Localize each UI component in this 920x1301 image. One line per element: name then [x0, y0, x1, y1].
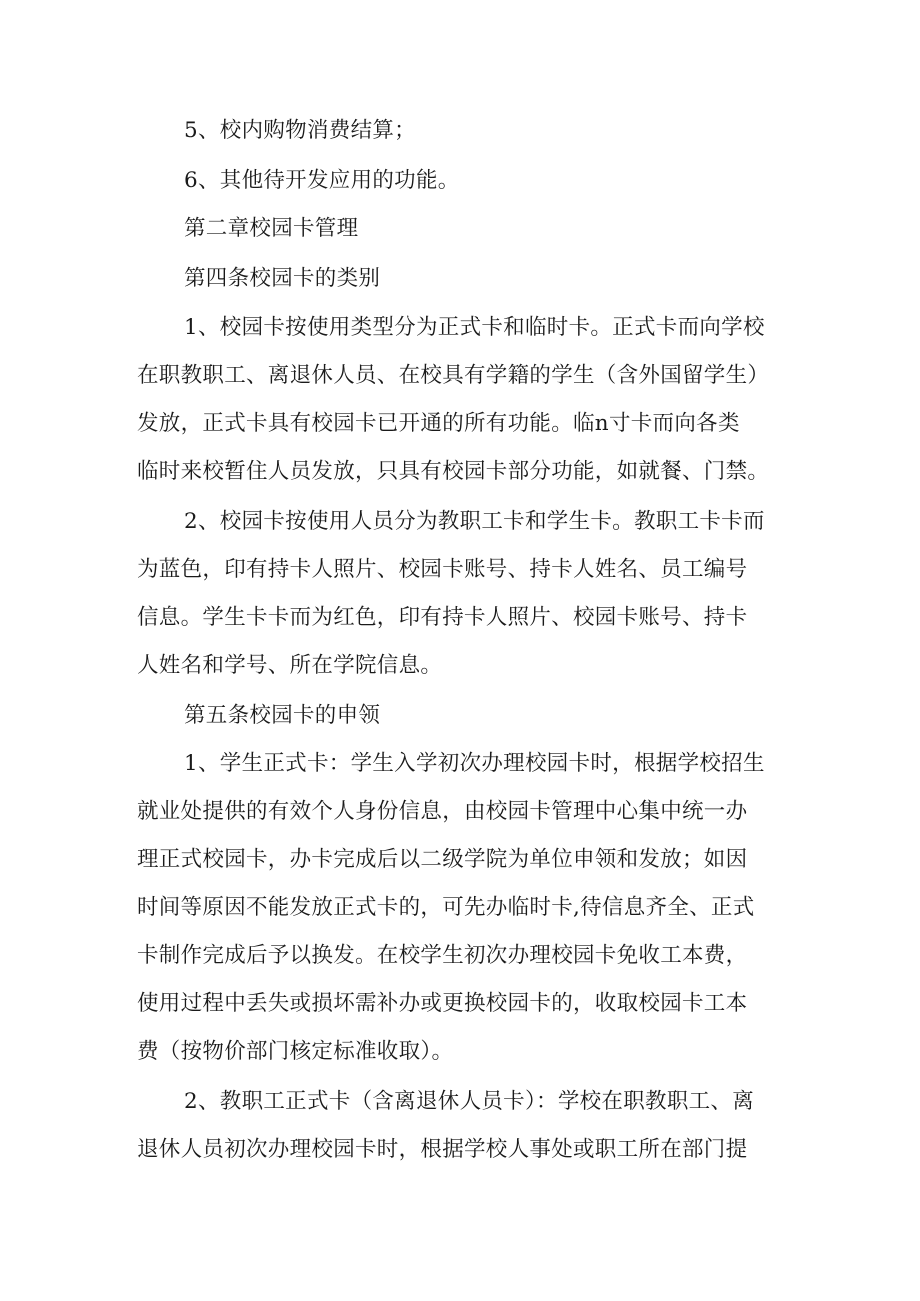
- article-heading-5: 第五条校园卡的申领: [184, 703, 381, 728]
- paragraph-line: 为蓝色，印有持卡人照片、校园卡账号、持卡人姓名、员工编号: [137, 557, 748, 582]
- paragraph-line: 理正式校园卡，办卡完成后以二级学院为单位申领和发放；如因: [137, 847, 748, 872]
- paragraph-line: 临时来校暂住人员发放，只具有校园卡部分功能，如就餐、门禁。: [137, 459, 770, 484]
- list-item-5: 5、校内购物消费结算；: [184, 118, 416, 143]
- paragraph-line: 1、学生正式卡：学生入学初次办理校园卡时，根据学校招生: [184, 751, 765, 776]
- paragraph-line: 2、教职工正式卡（含离退休人员卡）：学校在职教职工、离: [184, 1089, 755, 1114]
- list-item-6: 6、其他待开发应用的功能。: [184, 168, 460, 193]
- paragraph-line: 人姓名和学号、所在学院信息。: [137, 653, 443, 678]
- paragraph-line: 时间等原因不能发放正式卡的，可先办临时卡,待信息齐全、正式: [137, 895, 755, 920]
- paragraph-line: 在职教职工、离退休人员、在校具有学籍的学生（含外国留学生）: [137, 363, 770, 388]
- paragraph-line: 信息。学生卡卡而为红色，印有持卡人照片、校园卡账号、持卡: [137, 605, 748, 630]
- paragraph-line: 使用过程中丢失或损坏需补办或更换校园卡的，收取校园卡工本: [137, 991, 748, 1016]
- paragraph-line: 卡制作完成后予以换发。在校学生初次办理校园卡免收工本费，: [137, 943, 748, 968]
- paragraph-line: 2、校园卡按使用人员分为教职工卡和学生卡。教职工卡卡而: [184, 509, 765, 534]
- paragraph-line: 费（按物价部门核定标准收取）。: [137, 1039, 454, 1064]
- paragraph-line: 就业处提供的有效个人身份信息，由校园卡管理中心集中统一办: [137, 799, 748, 824]
- paragraph-line: 发放，正式卡具有校园卡已开通的所有功能。临n寸卡而向各类: [137, 411, 740, 436]
- paragraph-line: 1、校园卡按使用类型分为正式卡和临时卡。正式卡而向学校: [184, 315, 765, 340]
- paragraph-line: 退休人员初次办理校园卡时，根据学校人事处或职工所在部门提: [137, 1137, 748, 1162]
- article-heading-4: 第四条校园卡的类别: [184, 266, 381, 291]
- chapter-heading: 第二章校园卡管理: [184, 216, 359, 241]
